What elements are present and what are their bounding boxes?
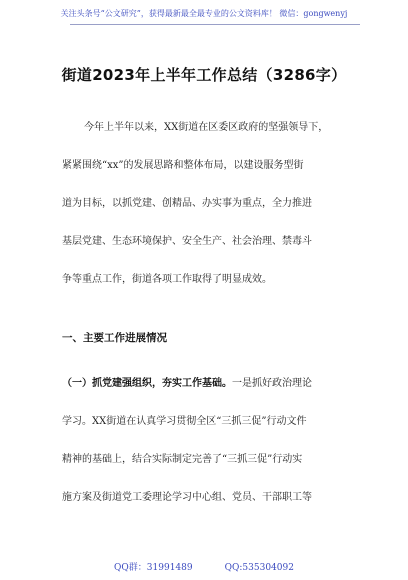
intro-line-5: 争等重点工作，街道各项工作取得了明显成效。 — [62, 274, 272, 285]
footer-qq-group: QQ群：31991489 — [114, 563, 193, 573]
subsection-line-4: 施方案及街道党工委理论学习中心组、党员、干部职工等 — [62, 492, 312, 503]
intro-line-1: 今年上半年以来，XX街道在区委区政府的坚强领导下， — [84, 122, 329, 133]
subsection-lead: （一）抓党建强组织，夯实工作基础。 — [62, 378, 232, 389]
document-title: 街道2023年上半年工作总结（3286字） — [61, 66, 347, 84]
footer-qq-number: QQ:535304092 — [224, 563, 294, 573]
subsection-line-3: 精神的基础上，结合实际制定完善了“三抓三促”行动实 — [62, 454, 303, 465]
subsection-first-line — [62, 374, 362, 389]
header-divider — [70, 24, 360, 25]
section-heading-1: 一、主要工作进展情况 — [62, 332, 167, 344]
header-banner: 关注头条号“公文研究”，获得最新最全最专业的公文资料库！ 微信：gongwenyj — [60, 9, 348, 18]
intro-line-3: 道为目标，以抓党建、创精品、办实事为重点，全力推进 — [62, 198, 312, 209]
subsection-line-2: 学习。XX街道在认真学习贯彻全区“三抓三促”行动文件 — [62, 416, 307, 427]
intro-line-4: 基层党建、生态环境保护、安全生产、社会治理、禁毒斗 — [62, 236, 312, 247]
footer-contact — [0, 560, 408, 573]
subsection-first-line-rest: 一是抓好政治理论 — [232, 378, 312, 389]
intro-line-2: 紧紧围绕“xx”的发展思路和整体布局，以建设服务型街 — [62, 160, 304, 171]
